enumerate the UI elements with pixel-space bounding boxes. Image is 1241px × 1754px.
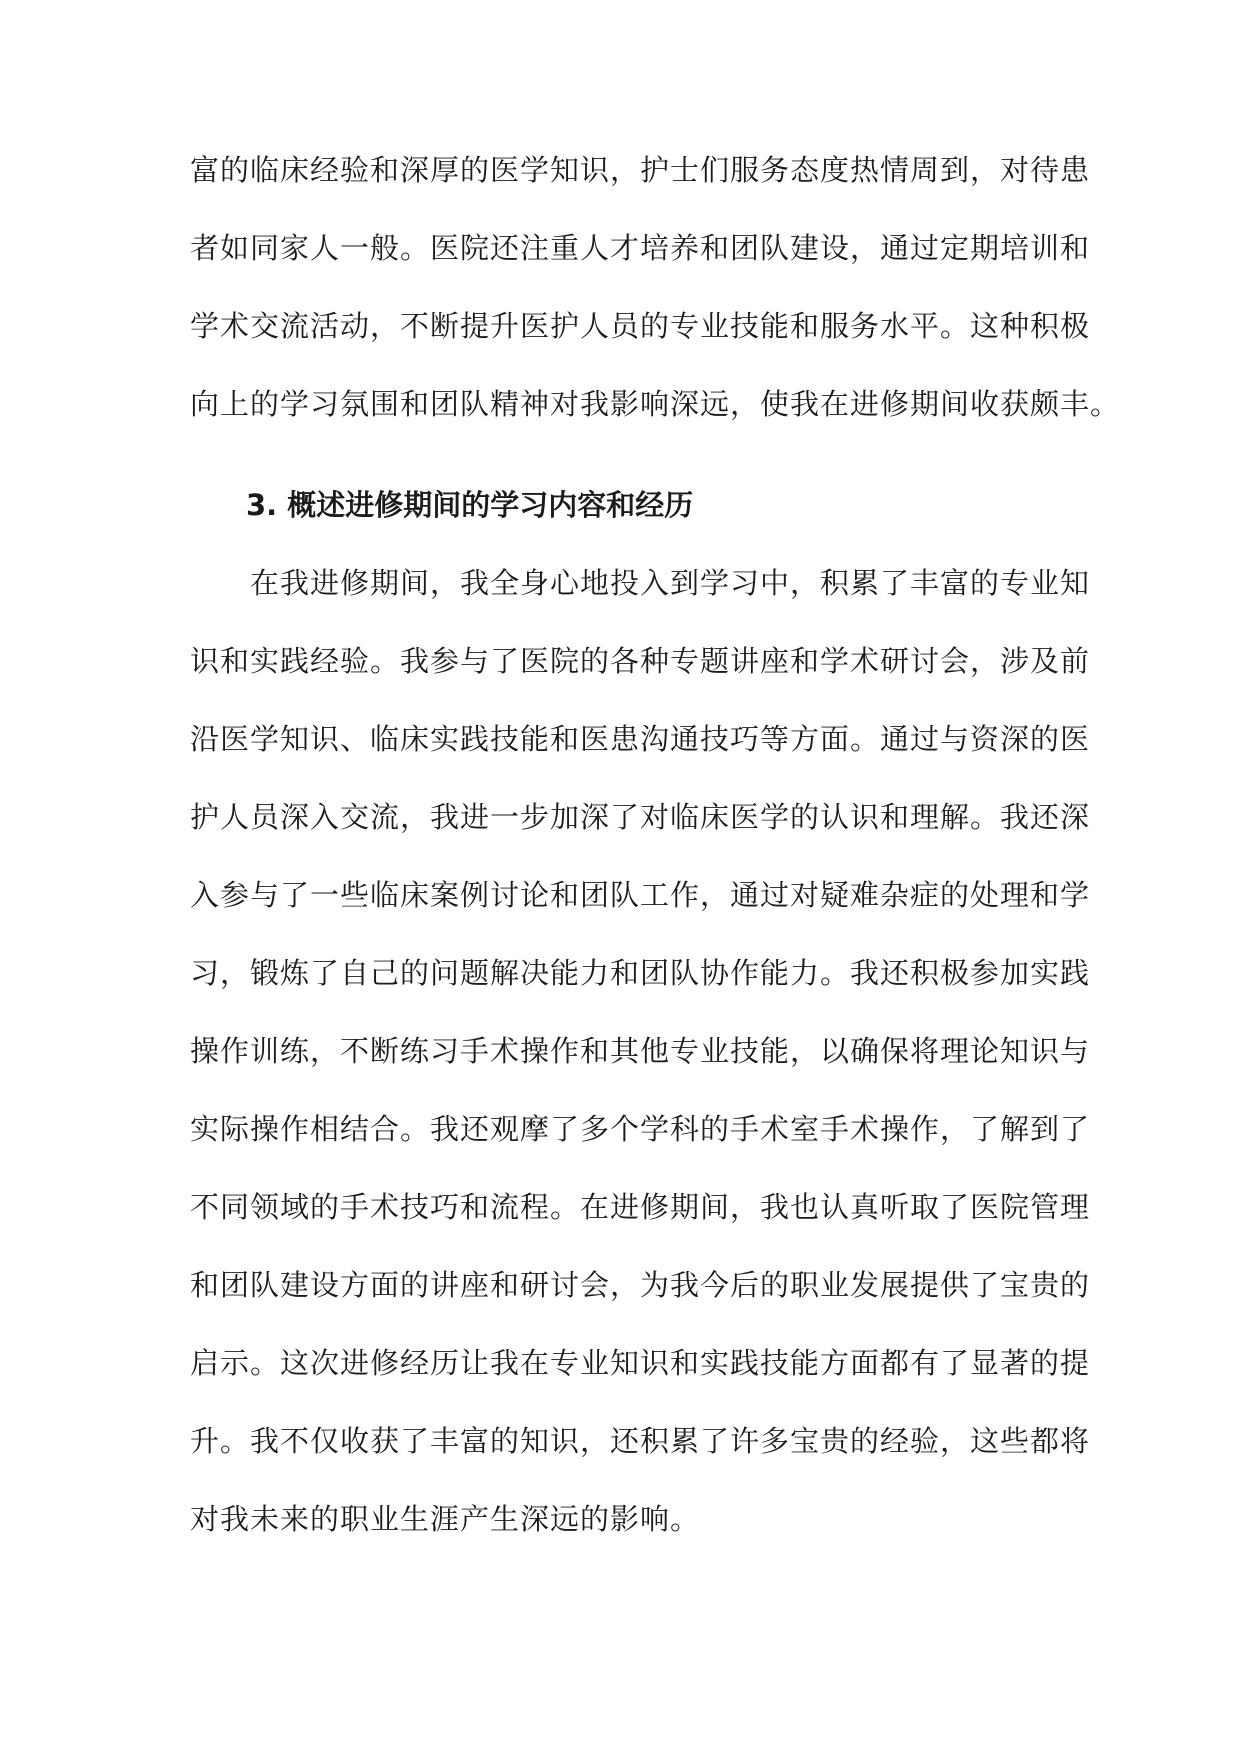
paragraph-line: 对我未来的职业生涯产生深远的影响。 (190, 1502, 701, 1536)
paragraph-line: 习，锻炼了自己的问题解决能力和团队协作能力。我还积极参加实践 (190, 956, 1091, 990)
paragraph-line: 升。我不仅收获了丰富的知识，还积累了许多宝贵的经验，这些都将 (190, 1424, 1091, 1458)
paragraph-line: 者如同家人一般。医院还注重人才培养和团队建设，通过定期培训和 (190, 231, 1091, 265)
paragraph-line: 沿医学知识、临床实践技能和医患沟通技巧等方面。通过与资深的医 (190, 722, 1091, 756)
paragraph-line: 不同领域的手术技巧和流程。在进修期间，我也认真听取了医院管理 (190, 1190, 1091, 1224)
paragraph-line: 学术交流活动，不断提升医护人员的专业技能和服务水平。这种积极 (190, 309, 1091, 343)
paragraph-line: 富的临床经验和深厚的医学知识，护士们服务态度热情周到，对待患 (190, 153, 1091, 187)
paragraph-line: 护人员深入交流，我进一步加深了对临床医学的认识和理解。我还深 (190, 800, 1091, 834)
paragraph-line: 在我进修期间，我全身心地投入到学习中，积累了丰富的专业知 (190, 566, 1091, 600)
paragraph-line: 识和实践经验。我参与了医院的各种专题讲座和学术研讨会，涉及前 (190, 644, 1091, 678)
paragraph-line: 实际操作相结合。我还观摩了多个学科的手术室手术操作，了解到了 (190, 1112, 1091, 1146)
paragraph-line: 和团队建设方面的讲座和研讨会，为我今后的职业发展提供了宝贵的 (190, 1268, 1091, 1302)
section-heading: 3. 概述进修期间的学习内容和经历 (246, 488, 694, 522)
paragraph-line: 入参与了一些临床案例讨论和团队工作，通过对疑难杂症的处理和学 (190, 878, 1091, 912)
paragraph-line: 启示。这次进修经历让我在专业知识和实践技能方面都有了显著的提 (190, 1346, 1091, 1380)
paragraph-line: 向上的学习氛围和团队精神对我影响深远，使我在进修期间收获颇丰。 (190, 387, 1121, 421)
paragraph-line: 操作训练，不断练习手术操作和其他专业技能，以确保将理论知识与 (190, 1034, 1091, 1068)
